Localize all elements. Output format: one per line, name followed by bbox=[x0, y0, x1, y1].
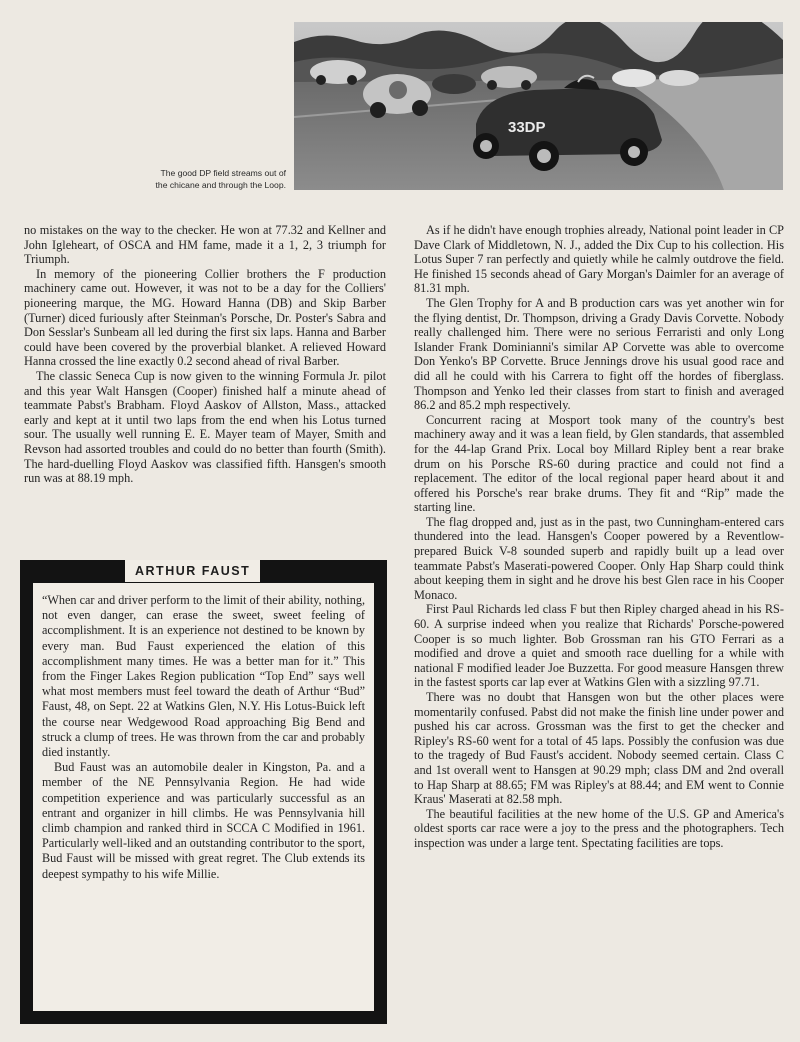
body-paragraph: In memory of the pioneering Collier brothers the F production machinery came out. However, it was not to be a day for the Colliers' pioneering marque, the MG. Howard Hanna (DB) and Skip Barber (Turner) diced furiously after Steinman's Porsche, Dr. Poster's Sabra and Don Sesslar's Sunbeam all led during the first six laps. Hanna and Barber could have been covered by the proverbial blanket. A relieved Howard Hanna crossed the line exactly 0.2 second ahead of rival Barber. bbox=[24, 266, 386, 369]
body-paragraph: The flag dropped and, just as in the past, two Cunningham-entered cars thundered into the lead. Hansgen's Cooper powered by a Reventlow-prepared Buick V-8 sounded superb and rapidly built up a lead over teammate Pabst's Maserati-powered Cooper. Only Hap Sharp could think about keeping them in sight and he drove his best Glen race in his Cooper Monaco. bbox=[414, 514, 784, 602]
sidebar-paragraph: “When car and driver perform to the limit of their ability, nothing, not even danger, can erase the sweet, sweet feeling of accomplishment. It is an experience not destined to be known by every man. Bud Faust experienced the elation of this accomplishment many times. He was a better man for it.” This from the Finger Lakes Region publication “Top End” says well what most members must feel toward the death of Arthur “Bud” Faust, 48, on Sept. 22 at Watkins Glen, N.Y. His Lotus-Buick left the course near Wedgewood Road approaching Big Bend and struck a clump of trees. He was thrown from the car and probably died instantly. bbox=[42, 593, 365, 760]
body-paragraph: no mistakes on the way to the checker. He won at 77.32 and Kellner and John Igleheart, of OSCA and HM fame, made it a 1, 2, 3 triumph for Triumph. bbox=[24, 223, 386, 267]
car-number: 33DP bbox=[508, 119, 546, 136]
obituary-sidebar bbox=[20, 560, 387, 1024]
body-paragraph: The beautiful facilities at the new home of the U.S. GP and America's oldest sports car race were a joy to the press and the photographers. Tech inspection was under a large tent. Spectating facilities are tops. bbox=[414, 806, 784, 850]
body-paragraph: The Glen Trophy for A and B production cars was yet another win for the flying dentist, Dr. Thompson, driving a Grady Davis Corvette. Nobody really challenged him. There were no serious Ferraristi and only Long Islander Frank Dominianni's similar AP Corvette was able to overcome Don Yenko's BP Corvette. Bruce Jennings drove his usual good race and did all he could with his Carrera to fight off the hordes of fiberglass. Thompson and Yenko led their classes from start to finish and averaged 86.2 and 85.2 mph respectively. bbox=[414, 295, 784, 413]
sidebar-title: ARTHUR FAUST bbox=[125, 560, 260, 582]
body-paragraph: First Paul Richards led class F but then Ripley charged ahead in his RS-60. A surprise indeed when you realize that Richards' Porsche-powered Cooper is so much lighter. Bob Grossman ran his GTO Ferrari as a modified and drove a quiet and smooth race duelling for a while with national F modified leader Joe Buzzetta. For good measure Hansgen threw in the fastest sports car lap ever at Watkins Glen with a sizzling 97.71. bbox=[414, 602, 784, 690]
photo-caption bbox=[104, 167, 286, 191]
left-column bbox=[24, 223, 386, 486]
race-photo-image bbox=[294, 22, 783, 190]
photo-caption-line-1: The good DP field streams out of bbox=[160, 168, 286, 178]
right-column bbox=[414, 223, 784, 851]
sidebar-body bbox=[33, 583, 374, 1011]
body-paragraph: As if he didn't have enough trophies already, National point leader in CP Dave Clark of Middletown, N. J., added the Dix Cup to his collection. His Lotus Super 7 ran perfectly and quietly while he calmly outdrove the field. He finished 15 seconds ahead of Gary Morgan's Daimler for an average of 81.31 mph. bbox=[414, 223, 784, 296]
body-paragraph: There was no doubt that Hansgen won but the other places were momentarily confused. Pabst did not make the finish line under power and pushed his car across. Grossman was the first to get the checker and Ripley's RS-60 went for a total of 45 laps. Possibly the confusion was due to the tragedy of Bud Faust's accident. Nobody seemed certain. Class C and 1st overall went to Hansgen at 90.29 mph; class DM and 2nd overall to Hap Sharp at 88.65; FM was Ripley's at 88.44; and EM went to Connie Kraus' Maserati at 82.58 mph. bbox=[414, 690, 784, 807]
race-photo bbox=[294, 22, 783, 190]
photo-caption-line-2: the chicane and through the Loop. bbox=[155, 180, 286, 190]
sidebar-paragraph: Bud Faust was an automobile dealer in Kingston, Pa. and a member of the NE Pennsylvania Region. He had wide competition experience and was particularly successful as an entrant and organizer in hill climbs. He was Pennsylvania hill climb champion and ranked third in SCCA C Modified in 1961. Particularly well-liked and an outstanding contributor to the sport, Bud Faust will be missed with great regret. The Club extends its deepest sympathy to his wife Millie. bbox=[42, 760, 365, 881]
body-paragraph: Concurrent racing at Mosport took many of the country's best machinery away and it was a lean field, by Glen standards, that assembled for the 44-lap Grand Prix. Local boy Millard Ripley bent a rear brake drum on his Porsche RS-60 during practice and could not find a replacement. The editor of the local regional paper heard about it and offered his Porsche's rear brake drums. They fit and “Rip” made the starting line. bbox=[414, 412, 784, 515]
body-paragraph: The classic Seneca Cup is now given to the winning Formula Jr. pilot and this year Walt Hansgen (Cooper) finished half a minute ahead of teammate Pabst's Brabham. Floyd Aaskov of Allston, Mass., attacked early and kept at it until two laps from the end when his Lotus turned sour. The usually well running E. E. Mayer team of Mayer, Smith and Revson had assorted troubles and could do no better than fourth (Smith). The hard-duelling Floyd Aaskov was classified fifth. Hansgen's smooth run was at 88.19 mph. bbox=[24, 368, 386, 486]
